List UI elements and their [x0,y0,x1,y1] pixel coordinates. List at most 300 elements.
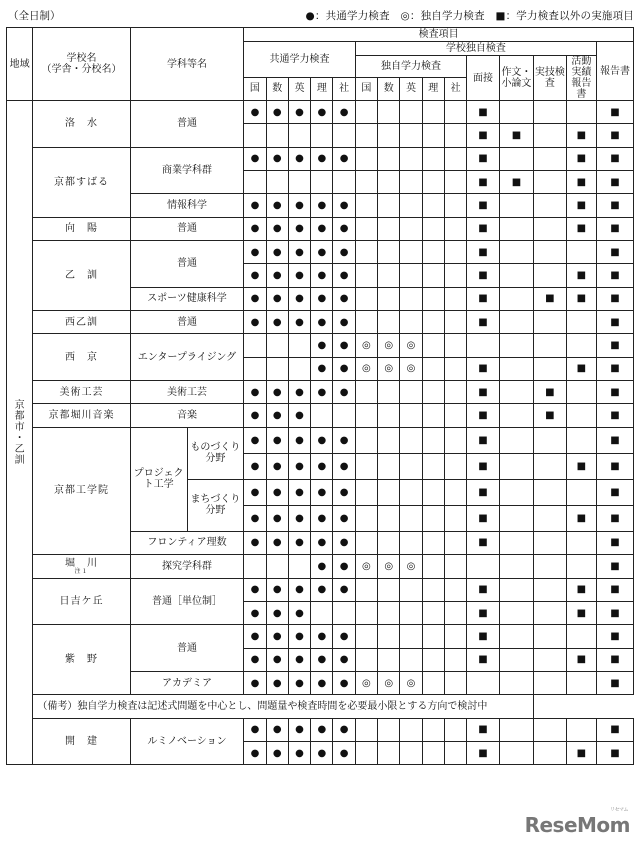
own-test-mark [422,264,444,287]
own-test-mark [444,101,466,124]
common-test-mark: ● [244,194,266,217]
interview-mark: ■ [467,479,499,505]
logo-subtext: リセマム [610,807,628,813]
practical-mark: ■ [534,404,566,427]
exam-items-table [6,27,634,765]
activity-report-mark: ■ [566,194,596,217]
own-test-mark [400,625,422,648]
common-test-mark: ● [244,311,266,334]
common-test-mark: ● [266,718,288,741]
own-test-mark [378,311,400,334]
own-test-mark [378,287,400,310]
department-name: 普通 [130,625,244,672]
common-test-mark: ● [288,625,310,648]
activity-report-mark [566,427,596,453]
activity-report-mark: ■ [566,648,596,671]
common-test-mark: ● [333,357,355,380]
common-test-mark: ● [333,741,355,764]
own-test-mark [378,381,400,404]
common-test-mark [333,404,355,427]
common-subject-header: 社 [333,77,355,100]
own-test-mark [400,741,422,764]
report-mark: ■ [597,241,634,264]
own-test-mark [444,741,466,764]
common-test-mark [311,404,333,427]
interview-mark: ■ [467,718,499,741]
own-test-mark [378,194,400,217]
activity-report-mark [566,311,596,334]
common-test-mark: ● [288,287,310,310]
table-row [7,147,634,170]
common-test-mark: ● [266,648,288,671]
own-test-mark [444,453,466,479]
school-name: 紫 野 [33,625,130,695]
activity-report-mark: ■ [566,357,596,380]
common-test-mark: ● [266,287,288,310]
table-row [7,334,634,357]
common-test-mark [288,124,310,147]
activity-report-mark [566,718,596,741]
common-test-mark: ● [266,453,288,479]
own-test-mark [355,625,377,648]
interview-mark: ■ [467,625,499,648]
common-test-mark: ● [266,479,288,505]
table-row [7,427,634,453]
own-test-mark [378,601,400,624]
common-test-mark: ● [244,505,266,531]
remark-note: （備考）独自学力検査は記述式問題を中心とし、問題量や検査時間を必要最小限とする方向で検討中 [33,695,534,718]
own-test-mark [444,427,466,453]
own-test-mark [355,404,377,427]
own-test-mark [444,648,466,671]
own-test-mark [378,648,400,671]
report-mark: ■ [597,601,634,624]
common-test-mark: ● [311,578,333,601]
common-subject-header: 理 [311,77,333,100]
common-test-mark [311,124,333,147]
essay-mark [499,334,533,357]
interview-mark: ■ [467,311,499,334]
school-name-header: 学校名 （学舎・分校名） [33,28,130,101]
common-test-mark: ● [333,264,355,287]
own-test-mark [422,578,444,601]
common-test-mark: ● [266,381,288,404]
common-test-mark: ● [266,404,288,427]
own-test-mark: ◎ [400,671,422,694]
common-test-mark: ● [333,101,355,124]
own-test-mark [378,264,400,287]
common-test-mark: ● [244,147,266,170]
interview-mark: ■ [467,381,499,404]
activity-report-mark: ■ [566,124,596,147]
essay-mark [499,311,533,334]
own-test-mark [444,241,466,264]
practical-mark [534,741,566,764]
activity-report-mark [566,671,596,694]
interview-mark: ■ [467,241,499,264]
own-test-mark [355,101,377,124]
common-test-mark: ● [288,194,310,217]
interview-mark: ■ [467,404,499,427]
common-test-mark [288,171,310,194]
essay-mark [499,427,533,453]
own-test-mark [444,555,466,578]
own-academic-test-header: 独自学力検査 [355,56,466,78]
common-test-mark [333,601,355,624]
common-test-mark: ● [244,741,266,764]
own-test-mark [444,217,466,240]
common-test-mark: ● [311,671,333,694]
essay-mark [499,264,533,287]
own-test-mark [444,311,466,334]
report-mark: ■ [597,648,634,671]
practical-mark [534,101,566,124]
report-mark: ■ [597,171,634,194]
table-row [7,217,634,240]
department-name: 普通［単位制］ [130,578,244,625]
practical-mark [534,171,566,194]
own-test-mark [378,531,400,554]
own-subject-header: 数 [378,77,400,100]
interview-mark: ■ [467,171,499,194]
own-test-mark [378,718,400,741]
own-test-mark [422,479,444,505]
table-row [7,311,634,334]
table-caption-bar [6,6,634,24]
common-test-mark: ● [244,718,266,741]
activity-report-mark: ■ [566,578,596,601]
practical-mark [534,479,566,505]
interview-mark: ■ [467,357,499,380]
essay-mark [499,101,533,124]
common-test-mark: ● [333,479,355,505]
common-test-mark: ● [333,531,355,554]
own-test-mark [355,287,377,310]
practical-mark [534,124,566,147]
own-test-mark [422,287,444,310]
own-test-mark [378,741,400,764]
own-test-mark [422,101,444,124]
own-test-mark: ◎ [400,334,422,357]
own-test-mark [378,625,400,648]
own-test-mark: ◎ [355,357,377,380]
department-name: エンタープライジング [130,334,244,381]
table-row [7,381,634,404]
common-test-mark: ● [244,287,266,310]
interview-mark: ■ [467,531,499,554]
own-test-mark [422,453,444,479]
own-test-mark [444,404,466,427]
essay-mark [499,531,533,554]
activity-report-mark [566,555,596,578]
school-name: 美術工芸 [33,381,130,404]
own-test-mark [444,194,466,217]
school-name: 乙 訓 [33,241,130,311]
own-test-mark [355,453,377,479]
report-mark: ■ [597,357,634,380]
practical-mark [534,241,566,264]
common-test-mark: ● [288,404,310,427]
table-row [7,404,634,427]
common-subject-header: 英 [288,77,310,100]
activity-report-header: 活動実績報告書 [566,56,596,101]
common-test-mark: ● [311,264,333,287]
department-name: 音楽 [130,404,244,427]
school-name: 洛 水 [33,101,130,148]
common-test-mark: ● [288,217,310,240]
common-test-mark: ● [311,287,333,310]
own-test-mark [355,505,377,531]
common-test-mark [311,601,333,624]
region-name: 京 都 市 ・ 乙 訓 [7,101,33,765]
common-test-mark [333,171,355,194]
common-test-mark [244,357,266,380]
own-test-mark [378,427,400,453]
department-name: 普通 [130,217,244,240]
own-test-mark [444,578,466,601]
common-test-mark [244,555,266,578]
practical-mark [534,194,566,217]
common-test-mark: ● [311,427,333,453]
common-test-mark: ● [244,217,266,240]
report-mark: ■ [597,453,634,479]
essay-mark [499,505,533,531]
interview-mark: ■ [467,264,499,287]
table-row [7,101,634,124]
own-test-mark [355,171,377,194]
report-mark: ■ [597,505,634,531]
essay-mark [499,287,533,310]
common-test-mark: ● [244,625,266,648]
own-test-mark [422,718,444,741]
exam-items-header: 検査項目 [244,28,634,42]
own-test-mark [355,601,377,624]
common-test-mark: ● [244,601,266,624]
own-test-mark [355,241,377,264]
practical-mark [534,217,566,240]
interview-mark [467,334,499,357]
own-test-mark [378,505,400,531]
essay-mark [499,648,533,671]
common-test-mark: ● [333,671,355,694]
symbol-legend: ●：共通学力検査 ◎：独自学力検査 ■：学力検査以外の実施項目 [305,10,634,22]
own-test-mark [378,479,400,505]
own-test-mark [422,171,444,194]
interview-mark [467,555,499,578]
common-test-mark: ● [244,671,266,694]
interview-mark [467,671,499,694]
common-test-mark: ● [311,217,333,240]
common-test-mark: ● [333,241,355,264]
department-subfield-name: ものづくり分野 [187,427,244,479]
common-test-header: 共通学力検査 [244,42,355,78]
common-test-mark: ● [333,453,355,479]
essay-header: 作文・小論文 [499,56,533,101]
essay-mark [499,147,533,170]
activity-report-mark [566,479,596,505]
common-test-mark: ● [333,147,355,170]
common-test-mark: ● [333,311,355,334]
table-row [7,555,634,578]
essay-mark [499,555,533,578]
practical-mark [534,718,566,741]
own-test-mark [400,505,422,531]
own-test-mark [422,381,444,404]
department-group-name: プロジェクト工学 [130,427,187,531]
essay-mark: ■ [499,171,533,194]
own-test-mark [422,648,444,671]
exam-table-body [7,101,634,765]
common-test-mark: ● [333,718,355,741]
common-test-mark: ● [333,648,355,671]
interview-mark: ■ [467,578,499,601]
common-test-mark: ● [244,404,266,427]
table-row [7,241,634,264]
common-test-mark [266,334,288,357]
own-test-mark [378,404,400,427]
essay-mark: ■ [499,124,533,147]
essay-mark [499,381,533,404]
own-test-mark [355,124,377,147]
own-test-mark [422,601,444,624]
own-test-mark: ◎ [378,555,400,578]
common-test-mark: ● [266,601,288,624]
own-test-mark [422,404,444,427]
report-mark: ■ [597,264,634,287]
practical-mark [534,453,566,479]
common-test-mark: ● [266,194,288,217]
activity-report-mark [566,334,596,357]
common-test-mark: ● [266,311,288,334]
interview-mark: ■ [467,427,499,453]
activity-report-mark: ■ [566,741,596,764]
own-test-mark [422,334,444,357]
own-test-mark [422,741,444,764]
report-mark: ■ [597,531,634,554]
essay-mark [499,357,533,380]
activity-report-mark: ■ [566,147,596,170]
common-test-mark: ● [266,505,288,531]
common-test-mark [288,357,310,380]
interview-header: 面接 [467,56,499,101]
essay-mark [499,241,533,264]
practical-mark [534,264,566,287]
own-test-mark [400,101,422,124]
own-test-mark [400,578,422,601]
own-test-mark [444,479,466,505]
own-subject-header: 国 [355,77,377,100]
common-test-mark: ● [311,479,333,505]
own-subject-header: 英 [400,77,422,100]
logo-text: ReseMom [524,813,630,837]
common-test-mark [311,171,333,194]
own-test-mark [422,531,444,554]
school-own-test-header: 学校独自検査 [355,42,596,56]
schedule-type-label: （全日制） [8,10,61,22]
own-test-mark [422,505,444,531]
interview-mark: ■ [467,648,499,671]
common-test-mark [288,334,310,357]
essay-mark [499,404,533,427]
interview-mark: ■ [467,601,499,624]
own-test-mark: ◎ [355,671,377,694]
own-test-mark [400,381,422,404]
own-test-mark [355,381,377,404]
common-test-mark: ● [311,334,333,357]
own-test-mark [444,287,466,310]
common-test-mark: ● [333,505,355,531]
own-test-mark [355,264,377,287]
own-test-mark [378,124,400,147]
own-test-mark [378,101,400,124]
own-test-mark [422,671,444,694]
own-test-mark [355,648,377,671]
practical-mark [534,334,566,357]
common-test-mark: ● [288,578,310,601]
report-mark: ■ [597,671,634,694]
common-test-mark: ● [288,531,310,554]
department-header: 学科等名 [130,28,244,101]
common-test-mark: ● [333,625,355,648]
activity-report-mark: ■ [566,171,596,194]
common-test-mark [244,334,266,357]
own-test-mark [355,311,377,334]
practical-mark [534,147,566,170]
own-test-mark [422,217,444,240]
practical-mark [534,578,566,601]
common-test-mark: ● [311,241,333,264]
department-name: フロンティア理数 [130,531,244,554]
activity-report-mark [566,531,596,554]
own-test-mark [400,124,422,147]
common-test-mark: ● [266,741,288,764]
common-test-mark: ● [244,578,266,601]
interview-mark: ■ [467,287,499,310]
own-test-mark [355,194,377,217]
own-test-mark [400,194,422,217]
essay-mark [499,453,533,479]
own-test-mark [378,217,400,240]
department-name: 情報科学 [130,194,244,217]
own-test-mark [355,578,377,601]
department-name: ルミノベーション [130,718,244,765]
common-test-mark: ● [266,217,288,240]
region-header: 地域 [7,28,33,101]
own-test-mark: ◎ [378,334,400,357]
common-test-mark: ● [244,531,266,554]
own-test-mark [378,147,400,170]
own-test-mark [444,601,466,624]
essay-mark [499,741,533,764]
own-test-mark [400,217,422,240]
common-test-mark: ● [333,287,355,310]
common-test-mark: ● [244,648,266,671]
department-name: 探究学科群 [130,555,244,578]
common-test-mark: ● [311,357,333,380]
common-test-mark: ● [311,718,333,741]
report-mark: ■ [597,625,634,648]
common-test-mark [333,124,355,147]
common-test-mark: ● [288,453,310,479]
common-test-mark [266,124,288,147]
common-test-mark [266,357,288,380]
own-test-mark [400,287,422,310]
common-test-mark: ● [311,453,333,479]
common-test-mark: ● [333,217,355,240]
report-mark: ■ [597,147,634,170]
own-test-mark: ◎ [378,357,400,380]
own-test-mark [400,718,422,741]
